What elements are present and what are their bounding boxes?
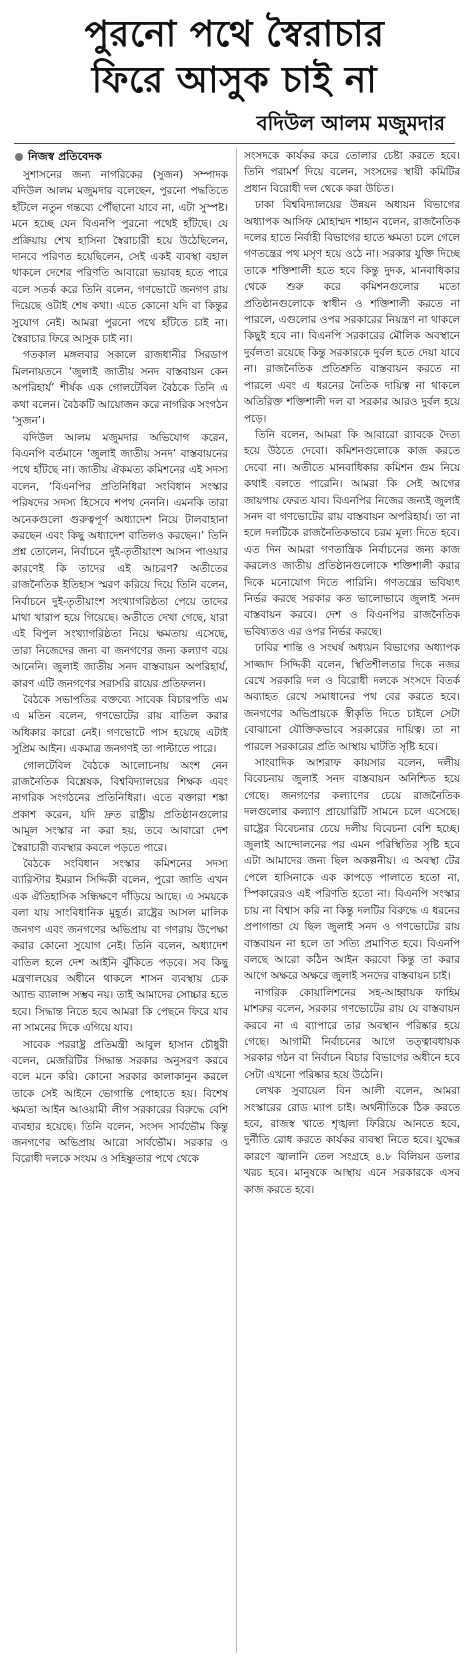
byline: বদিউল আলম মজুমদার bbox=[256, 111, 445, 135]
headline-line-1: পুরনো পথে স্বৈরাচার bbox=[84, 14, 385, 55]
paragraph: সাংবাদিক আশরাফ কায়সার বলেন, দলীয় বিবেচনায় জুলাই সনদ বাস্তবায়ন অনিশ্চিত হয়ে গেছে। জনগণের কল্যাণের চেয়ে রাজনৈতিক দলগুলোর কল্যাণ প্রায়োরিটি সামনে চলে এসেছে। রাষ্ট্রের বিবেচনার চেয়ে দলীয় বিবেচনা বেশি হচ্ছে। জুলাই আন্দোলনের পর এমন পরিস্থিতির সৃষ্টি হবে এটা আমাদের জন্য ছিল অকল্পনীয়। এ অবস্থা টের পেলে হাসিনাকে এক কাপড়ে পালাতে হতো না, স্পিকারেরও এই পরিণতি হতো না। বিএনপি সংস্কার চায় না বিশ্বাস করি না কিন্তু দলটির বিরুদ্ধে এ ধরনের প্রপাগান্ডা যে ছিল জুলাই সনদ ও গণভোটের রায় বাস্তবায়ন না হলে তা সত্যি প্রমাণিত হবে। বিএনপি বলছে আরো কঠিন আইন করবো কিন্তু তা করার আগে অক্ষরে অক্ষরে জুলাই সনদের বাস্তবায়ন চাই। bbox=[244, 757, 460, 983]
paragraph: ঢাবির শান্তি ও সংঘর্ষ অধ্যয়ন বিভাগের অধ্যাপক সাজ্জাদ সিদ্দিকী বলেন, স্থিতিশীলতার দিকে নজর রেখে সরকারি দল ও বিরোধী দলকে সংসদে বিতর্ক অব্যাহত রেখে সমাধানের পথ বের করতে হবে। জনগণের অভিপ্রায়কে স্বীকৃতি দিতে চাইলে সেটা বোঝানো যৌক্তিকভাবে সরকারের দায়িত্ব। তা না পারলে সরকারের প্রতি আস্থায় ঘাটতি সৃষ্টি হবে। bbox=[244, 642, 460, 753]
bullet-icon bbox=[15, 153, 23, 161]
headline bbox=[0, 12, 469, 104]
paragraph: ঢাকা বিশ্ববিদ্যালয়ের উন্নয়ন অধ্যয়ন বিভাগের অধ্যাপক আসিফ মোহাম্মদ শাহান বলেন, রাজনৈতিক দলের হাতে নির্বাহী বিভাগের হাতে ক্ষমতা চলে গেলে গণতন্ত্রের পথ মসৃণ হয়ে ওঠে না। সরকার যুক্তি দিচ্ছে তাকে শক্তিশালী হতে হবে কিন্তু দুদক, মানবাধিকার থেকে শুরু করে কমিশনগুলোর মতো প্রতিষ্ঠানগুলোকে স্বাধীন ও শক্তিশালী করতে না পারলে, এগুলোর ওপর সরকারের নিয়ন্ত্রণ না থাকলে কিছুই হবে না। বিএনপি সরকারের মৌলিক অবস্থানে দুর্বলতা রয়েছে কিন্তু সরকারকে দুর্বল হতে দেয়া যাবে না। রাজনৈতিক প্রতিশ্রুতি বাস্তবায়ন করতে না পারলে এবং এ ধরনের নৈতিক দায়িত্ব না থাকলে অতিরিক্ত শক্তিশালী দল বা সরকার আরও দুর্বল হয়ে পড়ে। bbox=[244, 199, 460, 425]
paragraph: সাবেক পররাষ্ট্র প্রতিমন্ত্রী আবুল হাসান চৌধুরী বলেন, মেজরিটির সিদ্ধান্ত সরকার অনুসরণ করবে বলে মনে করি। কোনো সরকার কালাকানুন করলে তাকে সেই আইনে ভোগান্তি পোহাতে হয়। বিশেষ ক্ষমতা আইন আওয়ামী লীগ সরকারের বিরুদ্ধে বেশি ব্যবহার হয়েছে। তিনি বলেন, সংসদ সার্বভৌম কিন্তু জনগণের অভিপ্রায় আরো সার্বভৌম। সরকার ও বিরোধী দলকে সংযম ও সহিষ্ণুতার পথে থেকে bbox=[12, 1038, 228, 1166]
paragraph: নাগরিক কোয়ালিশনের সহ-আহ্বায়ক ফাহিম মাশরুর বলেন, সরকার গণভোটের রায় যে বাস্তবায়ন করবে না এ ব্যাপারে তার অবস্থান পরিষ্কার হয়ে গেছে। আগামী নির্বাচনের আগে তত্ত্বাবধায়ক সরকার গঠন বা নির্বাচন বিচার বিভাগের অধীনে হবে সেটা এখনো পরিষ্কার হয়ে উঠেনি। bbox=[244, 986, 460, 1081]
paragraph: সুশাসনের জন্য নাগরিকের (সুজন) সম্পাদক বদিউল আলম মজুমদার বলেছেন, পুরনো পদ্ধতিতে হাঁটলে নতুন গন্তব্যে পৌঁছানো যাবে না, এটা সুস্পষ্ট। মনে হচ্ছে যেন বিএনপি পুরনো পথেই হাঁটছে। যে প্রক্রিয়ায় শেখ হাসিনা স্বৈরাচারী হয়ে উঠেছিলেন, দানবে পরিণত হয়েছিলেন, সেই একই ব্যবস্থা বহাল থাকলে দেশের পরিণতি আবারো ভয়াবহ হতে পারে বলে সতর্ক করে তিনি বলেন, গণভোটে জনগণ রায় দিয়েছে ওটাই শেষ কথা। এতে কোনো যদি বা কিন্তুর সুযোগ নেই। আমরা পুরনো পথে হাঁটতে চাই না। স্বৈরাচার ফিরে আসুক চাই না। bbox=[12, 169, 228, 346]
reporter-credit bbox=[12, 148, 228, 166]
paragraph: গোলটেবিল বৈঠকে আলোচনায় অংশ নেন রাজনৈতিক বিশ্লেষক, বিশ্ববিদ্যালয়ের শিক্ষক এবং নাগরিক সংগঠনের প্রতিনিধিরা। এতে বক্তারা শঙ্কা প্রকাশ করেন, যদি দ্রুত রাষ্ট্রীয় প্রতিষ্ঠানগুলোর আমূল সংস্কার না করা হয়, তবে আবারো দেশ স্বৈরাচারী ব্যবস্থার কবলে পড়তে পারে। bbox=[12, 759, 228, 854]
column-divider bbox=[236, 148, 237, 1653]
header-divider bbox=[14, 143, 455, 144]
paragraph: লেখক সুবায়েল বিন আলী বলেন, আমরা সংস্কারের রোড ম্যাপ চাই। অর্থনীতিকে ঠিক করতে হবে, রাজস্ব খাতে শৃঙ্খলা ফিরিয়ে আনতে হবে, দুর্নীতি রোধ করতে কার্যকর ব্যবস্থা নিতে হবে। যুদ্ধের কারণে জ্বালানি তেল সংগ্রহে ৪.৮ বিলিয়ন ডলার খরচ হবে। মানুষকে আস্থায় এনে সরকারকে এসব কাজ করতে হবে। bbox=[244, 1085, 460, 1196]
paragraph: বৈঠকে সংবিধান সংস্কার কমিশনের সদস্য ব্যারিস্টার ইমরান সিদ্দিকী বলেন, পুরো জাতি এখন এক ঐতিহাসিক সন্ধিক্ষণে দাঁড়িয়ে আছে। এ সময়কে বলা যায় সাংবিধানিক মুহূর্ত। রাষ্ট্রের আসল মালিক জনগণ এবং জনগণের অভিপ্রায় বা গণরায় উপেক্ষা করার কোনো সুযোগ নেই। তিনি বলেন, অধ্যাদেশ বাতিল হলে দেশ আইনি ঝুঁকিতে পড়বে। সব কিছু মন্ত্রণালয়ের অধীনে থাকলে শাসন ব্যবস্থায় চেক অ্যান্ড ব্যালান্স সম্ভব নয়। তাই আমাদের সোচ্চার হতে হবে। সিদ্ধান্ত নিতে হবে আমরা কি পেছনে ফিরে যাব না সামনের দিকে এগিয়ে যাব। bbox=[12, 858, 228, 1035]
paragraph: গতকাল মঙ্গলবার সকালে রাজধানীর সিরডাপ মিলনায়তনে ‘জুলাই জাতীয় সনদ বাস্তবায়ন কেন অপরিহার্য’ শীর্ষক এক গোলটেবিল বৈঠকে তিনি এ কথা বলেন। বৈঠকটি আয়োজন করে নাগরিক সংগঠন ‘সুজন’। bbox=[12, 349, 228, 428]
column-left bbox=[12, 148, 228, 1653]
paragraph: তিনি বলেন, আমরা কি আবারো র‍্যাবকে দৈত্য হয়ে উঠতে দেবো। কমিশনগুলোকে কাজ করতে দেবো না। অতীতে মানবাধিকার কমিশন গুম নিয়ে কথাই বলতে পারেনি। আমরা কি সেই আগের জায়গায় ফেরত যাব। বিএনপির নিজের জন্যই জুলাই সনদ বা গণভোটের রায় বাস্তবায়ন অপরিহার্য। তা না হলে দলটিকে রাজনৈতিকভাবে চরম মূল্য দিতে হবে। এত দিন আমরা গণতান্ত্রিক নির্বাচনের জন্য কাজ করলেও জাতীয় প্রতিষ্ঠানগুলোকে শক্তিশালী করার দিকে মনোযোগ দিতে পারিনি। গণতন্ত্রের ভবিষ্যৎ নির্ভর করছে সরকার কত ভালোভাবে জুলাই সনদ বাস্তবায়ন করবে। দেশ ও বিএনপির রাজনৈতিক ভবিষ্যতও এর ওপর নির্ভর করছে। bbox=[244, 428, 460, 638]
column-right bbox=[244, 148, 460, 1653]
reporter-name: নিজস্ব প্রতিবেদক bbox=[28, 150, 102, 163]
paragraph: বদিউল আলম মজুমদার অভিযোগ করেন, বিএনপি বর্তমানে ‘জুলাই জাতীয় সনদ’ বাস্তবায়নের পথে হাঁটছে না। জাতীয় ঐকমত্য কমিশনের এই সদস্য বলেন, ‘বিএনপির প্রতিনিধিরা সংবিধান সংস্কার পরিষদের সদস্য হিসেবে শপথ নেননি। এমনকি তারা অনেকগুলো গুরুত্বপূর্ণ অধ্যাদেশ নিয়ে টালবাহানা করছেন এবং কিছু অধ্যাদেশ বাতিলও করছেন।’ তিনি প্রশ্ন তোলেন, নির্বাচনে দুই-তৃতীয়াংশ আসন পাওয়ার কারণেই কি তাদের এই আচরণ? অতীতের রাজনৈতিক ইতিহাস স্মরণ করিয়ে দিয়ে তিনি বলেন, নির্বাচনে দুই-তৃতীয়াংশ সংখ্যাগরিষ্ঠতা পেয়ে তাদের মাথা খারাপ হয়ে গিয়েছে। অতীতে দেখা গেছে, যারা এই বিপুল সংখ্যাগরিষ্ঠতা নিয়ে ক্ষমতায় এসেছে, তারা নিজেদের জন্য বা জনগণের জন্য কল্যাণ বয়ে আনেনি। জুলাই জাতীয় সনদ বাস্তবায়ন অপরিহার্য, কারণ এটি জনগণের সরাসরি রায়ের প্রতিফলন। bbox=[12, 431, 228, 690]
headline-line-2: ফিরে আসুক চাই না bbox=[91, 60, 378, 101]
paragraph: সংসদকে কার্যকর করে তোলার চেষ্টা করতে হবে। তিনি পরামর্শ দিয়ে বলেন, সংসদের স্থায়ী কমিটির প্রধান বিরোধী দল থেকে করা উচিত। bbox=[244, 150, 460, 195]
paragraph: বৈঠকে সভাপতির বক্তব্যে সাবেক বিচারপতি এম এ মতিন বলেন, গণভোটের রায় বাতিল করার অধিকার কারো নেই। গণভোটে পাস হয়েছে এটাই সুপ্রিম আইন। একমাত্র জনগণই তা পাল্টাতে পারে। bbox=[12, 694, 228, 756]
article-body bbox=[12, 148, 460, 1653]
